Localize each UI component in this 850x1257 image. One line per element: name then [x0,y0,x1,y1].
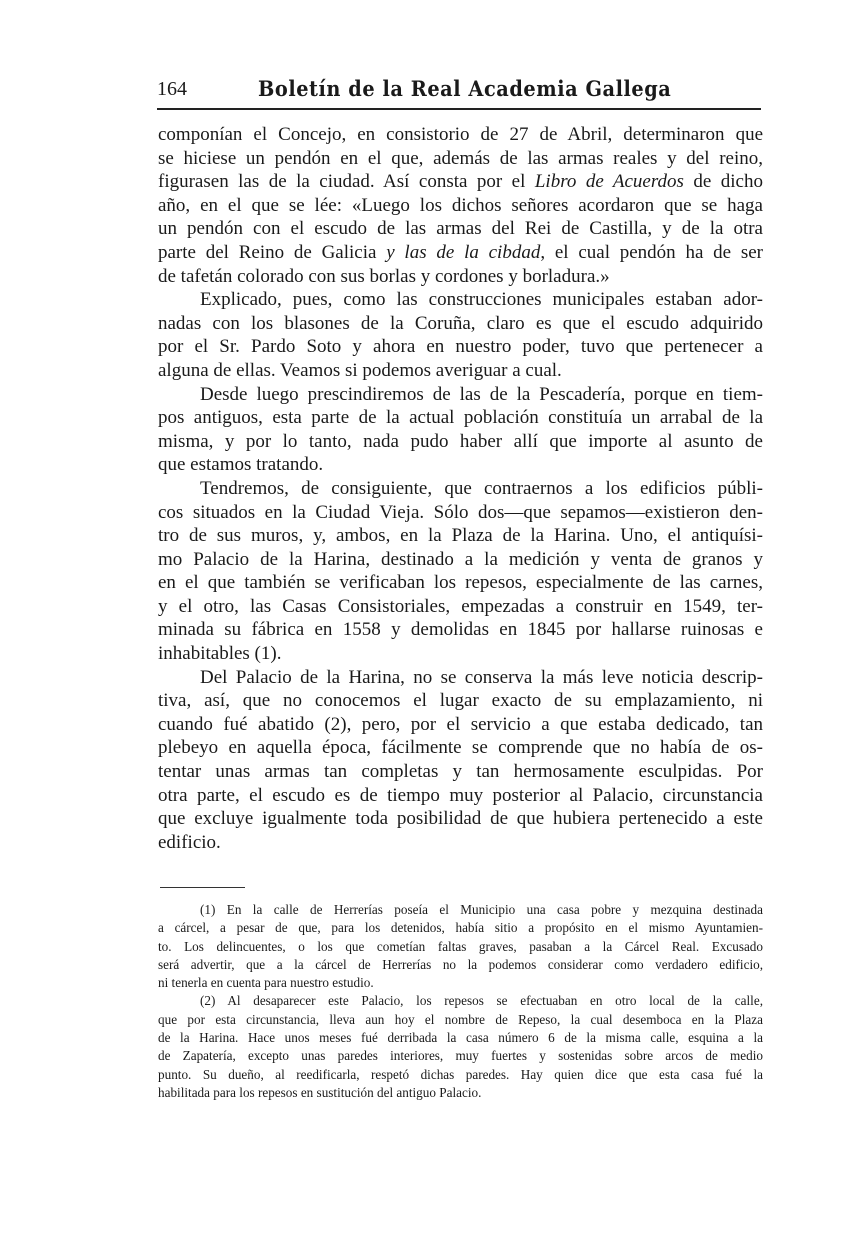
header-rule [157,108,761,110]
text-line: to. Los delincuentes, o los que cometían faltas graves, pasaban a la Cárcel Real. Excusado [158,938,763,954]
paragraph [158,477,763,666]
text-line: mo Palacio de la Harina, destinado a la medición y venta de granos y [158,548,763,570]
text-line: se hiciese un pendón en el que, además de las armas reales y del reino, [158,147,763,169]
journal-title: Boletín de la Real Academia Gallega [258,76,672,101]
text-line: en el que también se verificaban los repesos, especialmente de las carnes, [158,572,763,594]
text-line: que excluye igualmente toda posibilidad de que hubiera pertenecido a este [158,808,763,830]
footnotes [158,901,763,1102]
text-line: Tendremos, de consiguiente, que contraernos a los edificios públi- [200,477,763,499]
paragraph [158,288,763,382]
text-line: punto. Su dueño, al reedificarla, respetó dichas paredes. Hay quien dice que esta casa fué la [158,1066,763,1082]
text-line: figurasen las de la ciudad. Así consta por el Libro de Acuerdos de dicho [158,171,763,193]
text-line: misma, y por lo tanto, nada pudo haber allí que importe al asunto de [158,430,763,452]
text-line: plebeyo en aquella época, fácilmente se comprende que no había de os- [158,737,763,759]
paragraph [158,383,763,477]
paragraph [158,666,763,855]
text-line: Del Palacio de la Harina, no se conserva la más leve noticia descrip- [200,666,763,688]
text-line: tentar unas armas tan completas y tan hermosamente esculpidas. Por [158,761,763,783]
text-line: otra parte, el escudo es de tiempo muy posterior al Palacio, circunstancia [158,784,763,806]
text-line: por el Sr. Pardo Soto y ahora en nuestro poder, tuvo que pertenecer a [158,336,763,358]
page-number: 164 [157,78,187,100]
body-text [158,123,763,854]
footnote-separator [160,887,245,888]
text-line: nadas con los blasones de la Coruña, claro es que el escudo adquirido [158,312,763,334]
footnote [158,901,763,992]
text-line: habilitada para los repesos en sustitución del antiguo Palacio. [158,1084,482,1100]
text-line: será advertir, que a la cárcel de Herrerías no la podemos considerar como verdadero edificio, [158,956,763,972]
text-line: parte del Reino de Galicia y las de la cibdad, el cual pendón ha de ser [158,241,764,263]
text-line: un pendón con el escudo de las armas del Rei de Castilla, y de la otra [158,218,763,240]
text-line: cos situados en la Ciudad Vieja. Sólo dos—que sepamos—existieron den- [158,501,763,523]
text-line: Desde luego prescindiremos de las de la Pescadería, porque en tiem- [200,383,763,405]
text-line: y el otro, las Casas Consistoriales, empezadas a construir en 1549, ter- [158,595,763,617]
text-line: tro de sus muros, y, ambos, en la Plaza de la Harina. Uno, el antiquísi- [158,525,763,547]
text-line: pos antiguos, esta parte de la actual población constituía un arrabal de la [158,407,763,429]
italic-phrase: Libro de Acuerdos [534,171,684,193]
text-line: inhabitables (1). [158,643,282,665]
text-line: (1) En la calle de Herrerías poseía el Municipio una casa pobre y mezquina destinada [200,902,763,917]
text-line: de Zapatería, excepto unas paredes interiores, muy fuertes y sostenidas sobre arcos de medio [158,1048,763,1064]
text-line: que estamos tratando. [158,454,324,476]
text-line: componían el Concejo, en consistorio de 27 de Abril, determinaron que [158,124,763,145]
text-line: año, en el que se lée: «Luego los dichos señores acordaron que se haga [158,194,763,216]
text-line: cuando fué abatido (2), pero, por el servicio a que estaba dedicado, tan [158,713,763,735]
text-line: de la Harina. Hace unos meses fué derribada la casa número 6 de la misma calle, esquina a la [158,1030,763,1046]
text-line: que por esta circunstancia, lleva aun hoy el nombre de Repeso, la cual desemboca en la Plaza [158,1011,763,1027]
text-line: de tafetán colorado con sus borlas y cordones y borladura.» [158,265,610,287]
footnote [158,992,763,1102]
text-line: (2) Al desaparecer este Palacio, los repesos se efectuaban en otro local de la calle, [200,993,763,1009]
text-line: Explicado, pues, como las construcciones municipales estaban ador- [200,289,763,311]
text-line: edificio. [158,831,221,853]
italic-phrase: y las de la cibdad [386,241,541,263]
text-line: tiva, así, que no conocemos el lugar exacto de su emplazamiento, ni [158,690,763,712]
text-line: alguna de ellas. Veamos si podemos averiguar a cual. [158,359,562,381]
text-line: minada su fábrica en 1558 y demolidas en 1845 por hallarse ruinosas e [158,619,763,641]
text-line: a cárcel, a pesar de que, para los detenidos, había sitio a propósito en el mismo Ayuntamien- [158,920,763,936]
paragraph [158,123,763,288]
text-line: ni tenerla en cuenta para nuestro estudio. [158,975,374,991]
